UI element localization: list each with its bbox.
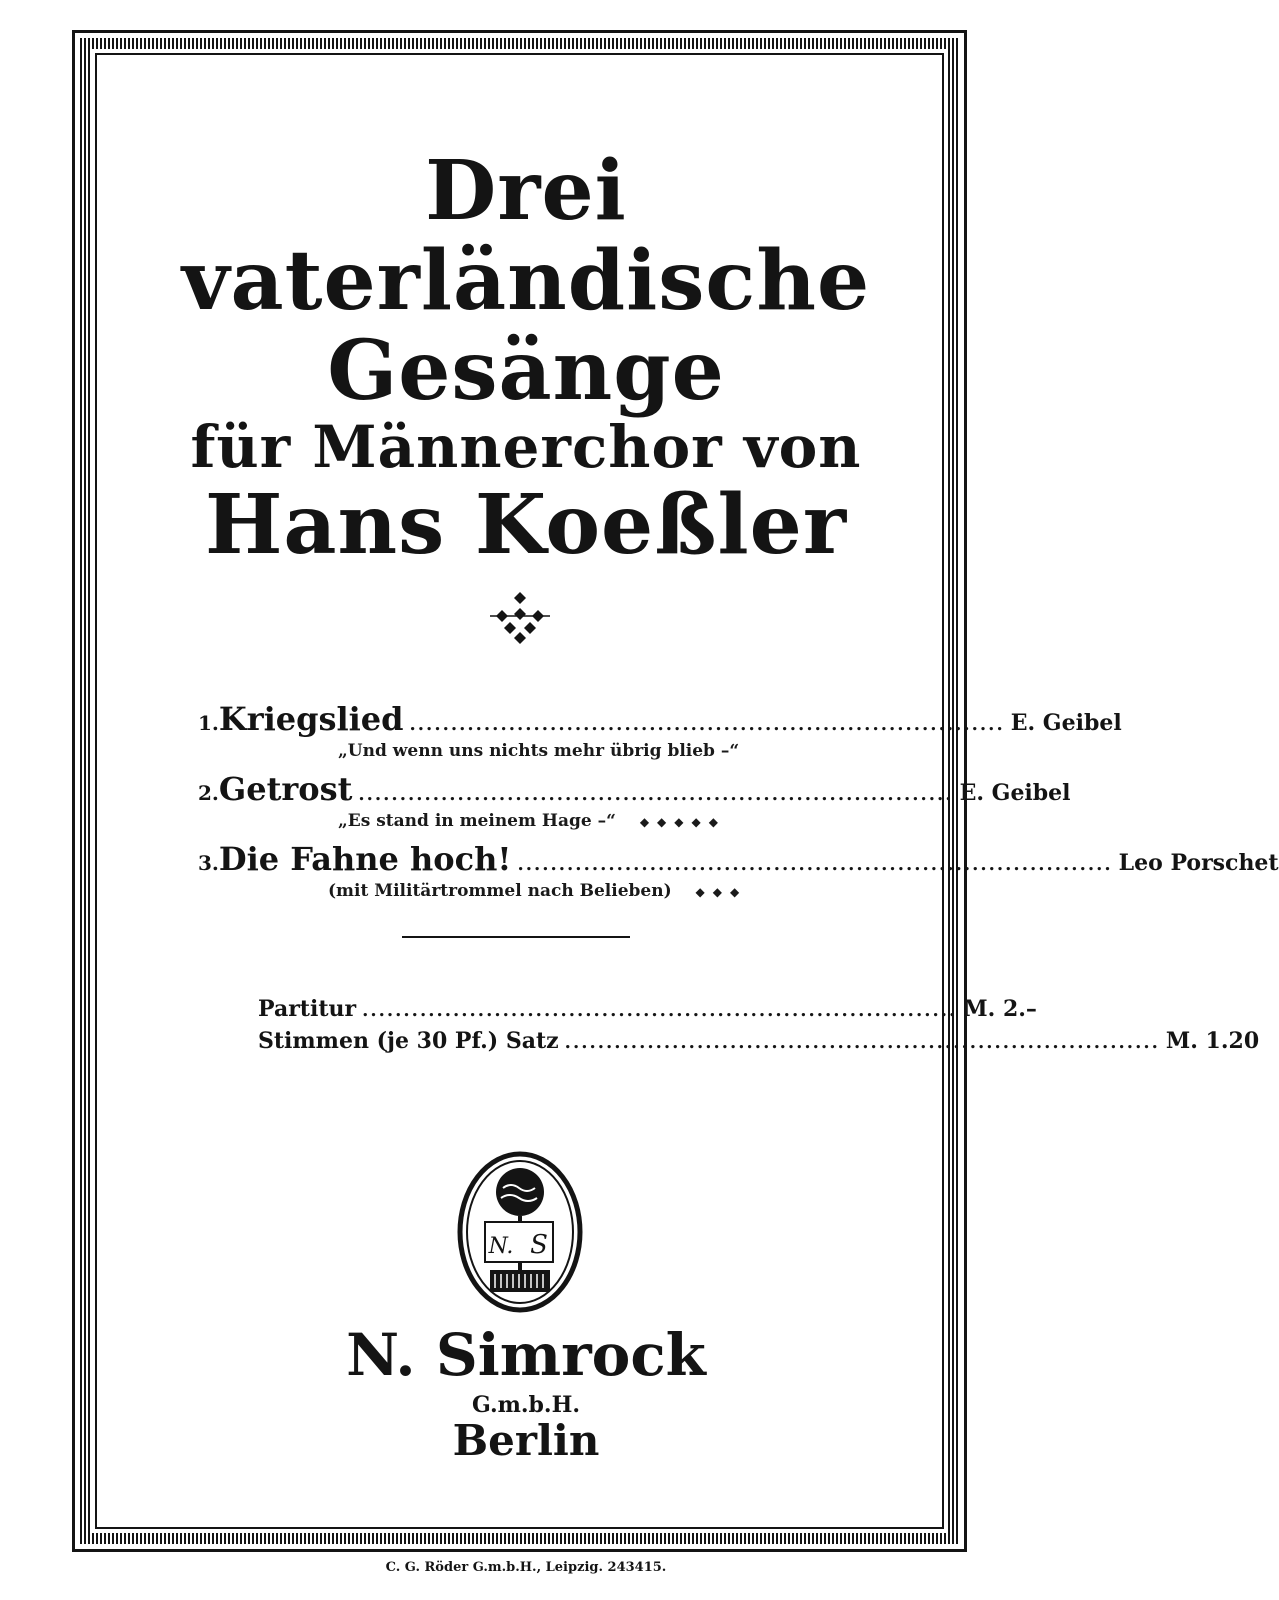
divider (402, 936, 630, 938)
lyricist: Leo Porschet (1118, 850, 1279, 876)
price-row (258, 1028, 1260, 1060)
title-line-3: Gesänge (327, 323, 725, 419)
logo-letters-right: S (530, 1230, 548, 1260)
printer-imprint: C. G. Röder G.m.b.H., Leipzig. 243415. (385, 1560, 667, 1575)
song-title: Kriegslied (218, 700, 404, 738)
price-value: M. 1.20 (1165, 1028, 1260, 1054)
song-subtitle: „Es stand in meinem Hage –“ (338, 811, 616, 831)
leader-dots: ........................................................................ (362, 1000, 958, 1021)
contents-item (198, 840, 1279, 880)
composer-name: Hans Koeßler (204, 477, 848, 573)
song-subtitle: (mit Militärtrommel nach Belieben) (328, 881, 672, 901)
leader-dots: ........................................................................ (517, 854, 1113, 875)
price-label: Stimmen (je 30 Pf.) Satz (258, 1028, 559, 1054)
diamond-ornament-icon (488, 590, 552, 646)
item-number: 3. (198, 851, 219, 875)
contents-item (198, 700, 1122, 740)
item-number: 1. (198, 711, 219, 735)
lyricist: E. Geibel (1010, 710, 1122, 736)
price-value: M. 2.– (963, 996, 1037, 1022)
diamond-dots-icon: ◆◆◆ (695, 885, 748, 899)
price-label: Partitur (258, 996, 357, 1022)
diamond-dots-icon: ◆◆◆◆◆ (639, 815, 726, 829)
publisher-logo (455, 1150, 585, 1320)
song-subtitle-row (198, 880, 838, 910)
contents-item (198, 770, 1071, 810)
song-title: Getrost (218, 770, 353, 808)
contents-list (198, 700, 1279, 910)
price-list (258, 996, 1260, 1060)
item-number: 2. (198, 781, 219, 805)
title-line-2: vaterländische (181, 233, 871, 329)
logo-letters-left: N. (488, 1234, 514, 1259)
title-line-1: Drei (425, 143, 627, 239)
publisher-name: N. Simrock (346, 1321, 706, 1389)
publisher-company-form: G.m.b.H. (471, 1392, 581, 1418)
publisher-city: Berlin (452, 1416, 600, 1465)
song-title: Die Fahne hoch! (218, 840, 512, 878)
leader-dots: ........................................................................ (564, 1032, 1160, 1053)
lyricist: E. Geibel (959, 780, 1071, 806)
song-subtitle: „Und wenn uns nichts mehr übrig blieb –“ (338, 741, 740, 761)
leader-dots: ........................................................................ (358, 784, 954, 805)
leader-dots: ........................................................................ (409, 714, 1005, 735)
title-line-4: für Männerchor von (190, 413, 862, 481)
price-row (258, 996, 1037, 1028)
song-subtitle-row (198, 810, 838, 840)
